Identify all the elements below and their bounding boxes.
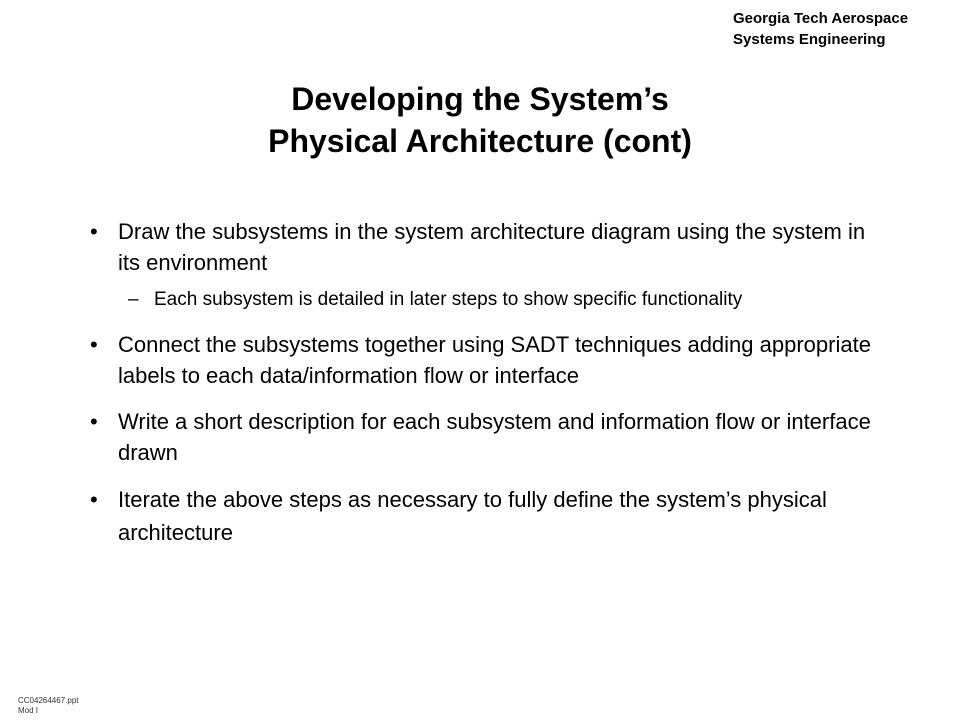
bullet-item-4 <box>90 483 890 549</box>
bullet-item-1 <box>90 216 890 278</box>
org-line-1: Georgia Tech Aerospace <box>733 10 909 27</box>
bullet-item-2 <box>90 329 890 391</box>
bullet-text: Connect the subsystems together using SADT techniques adding appropriate labels to each data/information flow or interface <box>118 332 871 388</box>
bullet-marker: • <box>90 219 98 244</box>
footer-label <box>18 696 79 716</box>
sub-bullet-item-1 <box>118 285 890 315</box>
title-line-2: Physical Architecture (cont) <box>268 123 692 159</box>
footer-file: CC04264467.ppt <box>18 696 79 705</box>
title-line-1: Developing the System’s <box>291 81 669 117</box>
bullet-text: Iterate the above steps as necessary to fully define the system’s physical architecture <box>118 487 827 545</box>
org-line-2: Systems Engineering <box>733 31 886 48</box>
bullet-marker: • <box>90 409 98 434</box>
sub-bullet-marker: – <box>128 289 139 310</box>
footer-mod: Mod I <box>18 706 39 715</box>
slide-title <box>0 78 960 162</box>
bullet-text: Write a short description for each subsystem and information flow or interface drawn <box>118 409 871 465</box>
bullet-marker: • <box>90 487 98 512</box>
bullet-marker: • <box>90 332 98 357</box>
sub-bullet-text: Each subsystem is detailed in later steps to show specific functionality <box>154 289 743 310</box>
organization-label <box>733 8 908 50</box>
bullet-text: Draw the subsystems in the system architecture diagram using the system in its environment <box>118 219 866 275</box>
bullet-list <box>90 216 890 564</box>
bullet-item-3 <box>90 406 890 468</box>
